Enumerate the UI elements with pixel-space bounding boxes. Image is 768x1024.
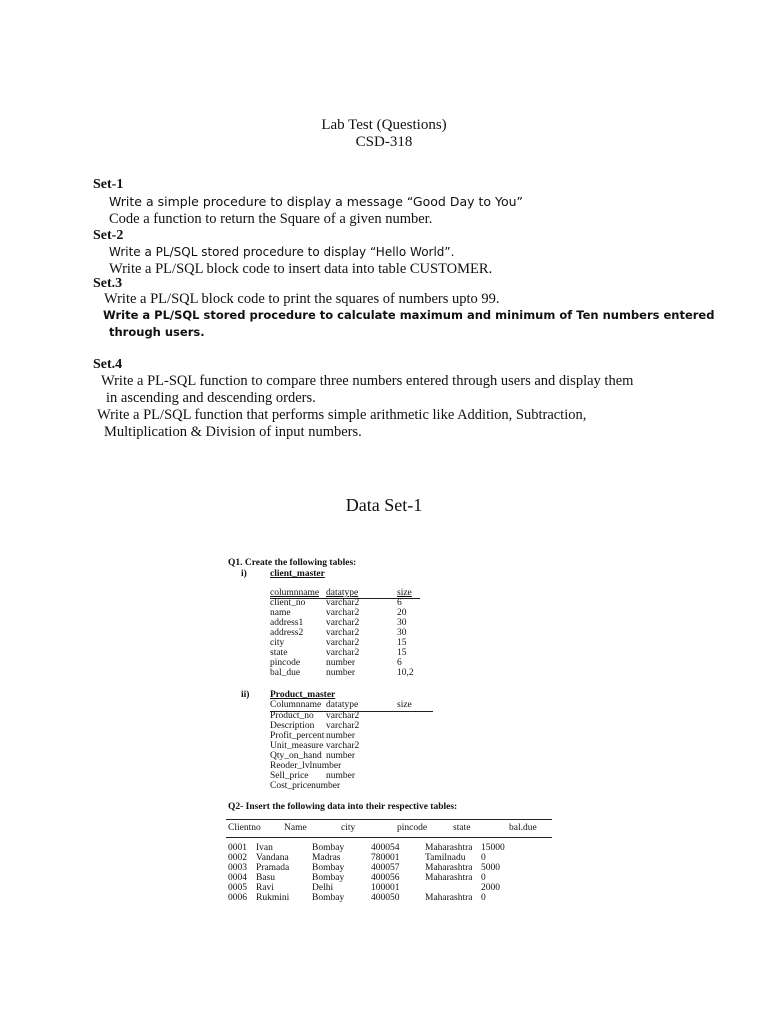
table1-header-cell: datatype [326,588,359,598]
table1-cell: 15 [397,648,407,658]
table3-cell: 0 [481,853,486,863]
table1-cell: 30 [397,618,407,628]
table1-cell: 20 [397,608,407,618]
table3-cell: Pramada [256,863,290,873]
table3-cell: 400056 [371,873,400,883]
table1-cell: varchar2 [326,638,360,648]
set4-question-2-line1: Write a PL/SQL function that performs simple arithmetic like Addition, Subtraction, [97,407,587,423]
table3-cell: Rukmini [256,893,290,903]
table3-cell: 0002 [228,853,247,863]
table1-cell: varchar2 [326,628,360,638]
set4-question-1-line1: Write a PL-SQL function to compare three numbers entered through users and display them [101,373,634,389]
table3-cell: Basu [256,873,275,883]
set2-question-2: Write a PL/SQL block code to insert data into table CUSTOMER. [109,261,493,277]
set1-question-2: Code a function to return the Square of a given number. [109,211,433,227]
table1-cell: state [270,648,288,658]
table1-cell: 6 [397,658,402,668]
table2-cell: Profit_percent [270,731,325,741]
set4-question-2-line2: Multiplication & Division of input numbers. [104,424,362,440]
set3-question-2-line2: through users. [109,325,205,339]
table3-cell: 0 [481,873,486,883]
table3-cell: 400057 [371,863,400,873]
set1-question-1: Write a simple procedure to display a message “Good Day to You” [109,194,524,209]
table1-cell: address2 [270,628,304,638]
table1-cell: 6 [397,598,402,608]
table1-header-cell: size [397,588,412,598]
table1-cell: varchar2 [326,598,360,608]
table3-cell: 0005 [228,883,247,893]
table1-cell: name [270,608,291,618]
table3-cell: Vandana [256,853,289,863]
table1-cell: number [326,668,356,678]
table3-header-rule [226,837,552,838]
set4-label: Set.4 [93,357,123,372]
table2-number: ii) [241,690,250,700]
table1-cell: pincode [270,658,301,668]
table3-cell: Bombay [312,873,345,883]
table3-cell: Ivan [256,843,273,853]
table1-cell: bal_due [270,668,301,678]
table3-cell: 400054 [371,843,400,853]
table3-cell: Maharashtra [425,873,473,883]
table2-cell: number [326,771,356,781]
table1-name: client_master [270,569,325,579]
table2-cell: varchar2 [326,711,360,721]
table3-cell: Maharashtra [425,843,473,853]
table2-header-cell: Columnname [270,700,322,710]
set2-label: Set-2 [93,228,124,243]
set1-label: Set-1 [93,177,124,192]
table2-header-cell: size [397,700,412,710]
table1-cell: 15 [397,638,407,648]
table3-cell: Bombay [312,863,345,873]
set4-question-1-line2: in ascending and descending orders. [106,390,316,406]
table3-header-cell: bal.due [509,823,537,833]
course-code: CSD-318 [355,134,413,150]
dataset-title: Data Set-1 [345,495,423,515]
set3-label: Set.3 [93,276,123,291]
table3-header-cell: city [341,823,356,833]
table3-cell: Maharashtra [425,893,473,903]
table2-cell: Cost_pricenumber [270,781,341,791]
table3-cell: Delhi [312,883,334,893]
table3-cell: 0004 [228,873,247,883]
table3-cell: 0 [481,893,486,903]
table3-cell: 5000 [481,863,500,873]
table2-cell: number [326,731,356,741]
table1-cell: 30 [397,628,407,638]
table3-cell: Bombay [312,893,345,903]
table2-cell: Description [270,721,315,731]
table3-cell: 400050 [371,893,400,903]
table3-header-cell: Name [284,823,307,833]
document-title: Lab Test (Questions) [321,117,447,133]
table3-cell: 0001 [228,843,247,853]
table3-header-cell: Clientno [228,823,261,833]
table1-cell: number [326,658,356,668]
table2-cell: Sell_price [270,771,309,781]
table3-cell: 780001 [371,853,400,863]
q1-heading: Q1. Create the following tables: [228,558,357,568]
table1-header-cell: columnname [270,588,320,598]
table3-cell: Maharashtra [425,863,473,873]
table3-cell: 0003 [228,863,247,873]
table2-cell: Product_no [270,711,314,721]
q2-heading: Q2- Insert the following data into their respective tables: [228,802,458,812]
table2-cell: varchar2 [326,721,360,731]
table3-cell: Bombay [312,843,345,853]
table3-cell: Tamilnadu [425,853,466,863]
set3-question-2-line1: Write a PL/SQL stored procedure to calculate maximum and minimum of Ten numbers entered [103,308,715,322]
table2-cell: varchar2 [326,741,360,751]
table2-cell: Qty_on_hand [270,751,322,761]
table3-cell: 15000 [481,843,505,853]
table1-cell: varchar2 [326,608,360,618]
table3-cell: 2000 [481,883,500,893]
table3-cell: 0006 [228,893,247,903]
table3-header-cell: pincode [397,823,428,833]
set2-question-1: Write a PL/SQL stored procedure to display “Hello World”. [109,245,455,259]
table1-cell: varchar2 [326,648,360,658]
table3-cell: 100001 [371,883,400,893]
table3-cell: Ravi [256,883,274,893]
table2-cell: Reoder_lvlnumber [270,761,342,771]
table1-cell: address1 [270,618,304,628]
table2-cell: Unit_measure [270,741,324,751]
table1-cell: 10,2 [397,668,414,678]
table3-top-rule [226,819,552,820]
table1-cell: varchar2 [326,618,360,628]
table1-cell: city [270,638,285,648]
set3-question-1: Write a PL/SQL block code to print the squares of numbers upto 99. [104,291,500,307]
table2-cell: number [326,751,356,761]
table1-cell: client_no [270,598,306,608]
table2-name: Product_master [270,690,336,700]
table2-header-cell: datatype [326,700,359,710]
table3-header-cell: state [453,823,471,833]
table3-cell: Madras [312,853,341,863]
table1-number: i) [241,569,247,579]
